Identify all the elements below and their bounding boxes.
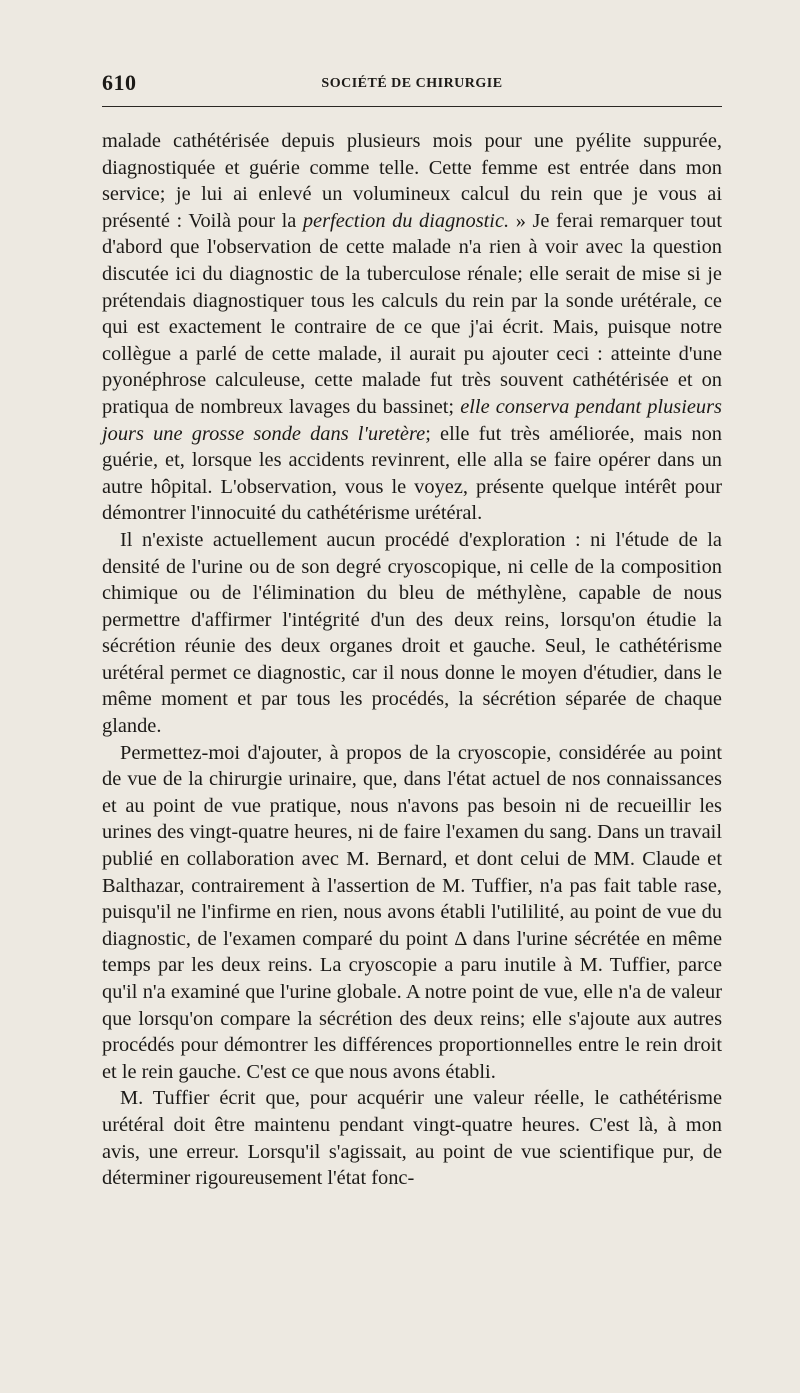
text-segment: M. Tuffier écrit que, pour acquérir une valeur réelle, le cathétérisme urétéral doit être maintenu pendant vingt-quatre heures. C'est là, à mon avis, une erreur. Lorsqu'il s'agissait, au point de vue scientifique pur, de déterminer rigoureusement l'état fonc- [102,1087,722,1190]
text-segment: ; elle fut très améliorée, mais non guérie, et, lorsque les accidents revinrent, elle alla se faire opérer dans un autre hôpital. L'observation, vous le voyez, présente quelque intérêt pour démontrer l'innocuité du cathétérisme urétéral. [102,422,722,525]
page-number: 610 [102,70,137,95]
body-text [102,128,722,1192]
header-rule [102,106,722,107]
paragraph [102,740,722,1086]
paragraph [102,128,722,527]
paragraph [102,1085,722,1191]
italic-segment: elle conserva pendant plusieurs jours une grosse sonde dans l'uretère [102,395,722,445]
italic-segment: perfection du diagnostic. [302,209,510,232]
text-segment: Il n'existe actuellement aucun procédé d'exploration : ni l'étude de la densité de l'urine ou de son degré cryoscopique, ni celle de la composition chimique ou de l'élimination du bleu de méthylène, capable de nous permettre d'affirmer l'intégrité d'un des deux reins, lorsqu'on étudie la sécrétion réunie des deux organes droit et gauche. Seul, le cathétérisme urétéral permet ce diagnostic, car il nous donne le moyen d'étudier, dans le même moment et par tous les procédés, la sécrétion séparée de chaque glande. [102,528,722,738]
text-segment: Permettez-moi d'ajouter, à propos de la cryoscopie, considérée au point de vue de la chirurgie urinaire, que, dans l'état actuel de nos connaissances et au point de vue pratique, nous n'avons pas besoin ni de recueillir les urines des vingt-quatre heures, ni de faire l'examen du sang. Dans un travail publié en collaboration avec M. Bernard, et dont celui de MM. Claude et Balthazar, contrairement à l'assertion de M. Tuffier, n'a pas fait table rase, puisqu'il ne l'infirme en rien, nous avons établi l'utililité, au point de vue du diagnostic, de l'examen comparé du point Δ dans l'urine sécrétée en même temps par les deux reins. La cryoscopie a paru inutile à M. Tuffier, parce qu'il n'a examiné que l'urine globale. A notre point de vue, elle n'a de valeur que lorsqu'on compare la sécrétion des deux reins; elle s'ajoute aux autres procédés pour démontrer les différences proportionnelles entre le rein droit et le rein gauche. C'est ce que nous avons établi. [102,741,722,1083]
text-segment: malade cathétérisée depuis plusieurs mois pour une pyélite suppurée, diagnostiquée et guérie comme telle. Cette femme est entrée dans mon service; je lui ai enlevé un volumineux calcul du rein que je vous ai présenté : Voilà pour la [102,130,722,232]
text-segment: » Je ferai remarquer tout d'abord que l'observation de cette malade n'a rien à voir avec la question discutée ici du diagnostic de la tuberculose rénale; elle serait de mise si je prétendais diagnostiquer tous les calculs du rein par la sonde urétérale, ce qui est exactement le contraire de ce que j'ai écrit. Mais, puisque notre collègue a parlé de cette malade, il aurait pu ajouter ceci : atteinte d'une pyonéphrose calculeuse, cette malade fut très souvent cathétérisée et on pratiqua de nombreux lavages du bassinet; [102,209,723,418]
paragraph [102,527,722,740]
running-head: SOCIÉTÉ DE CHIRURGIE [321,76,503,91]
page-header [102,70,722,100]
